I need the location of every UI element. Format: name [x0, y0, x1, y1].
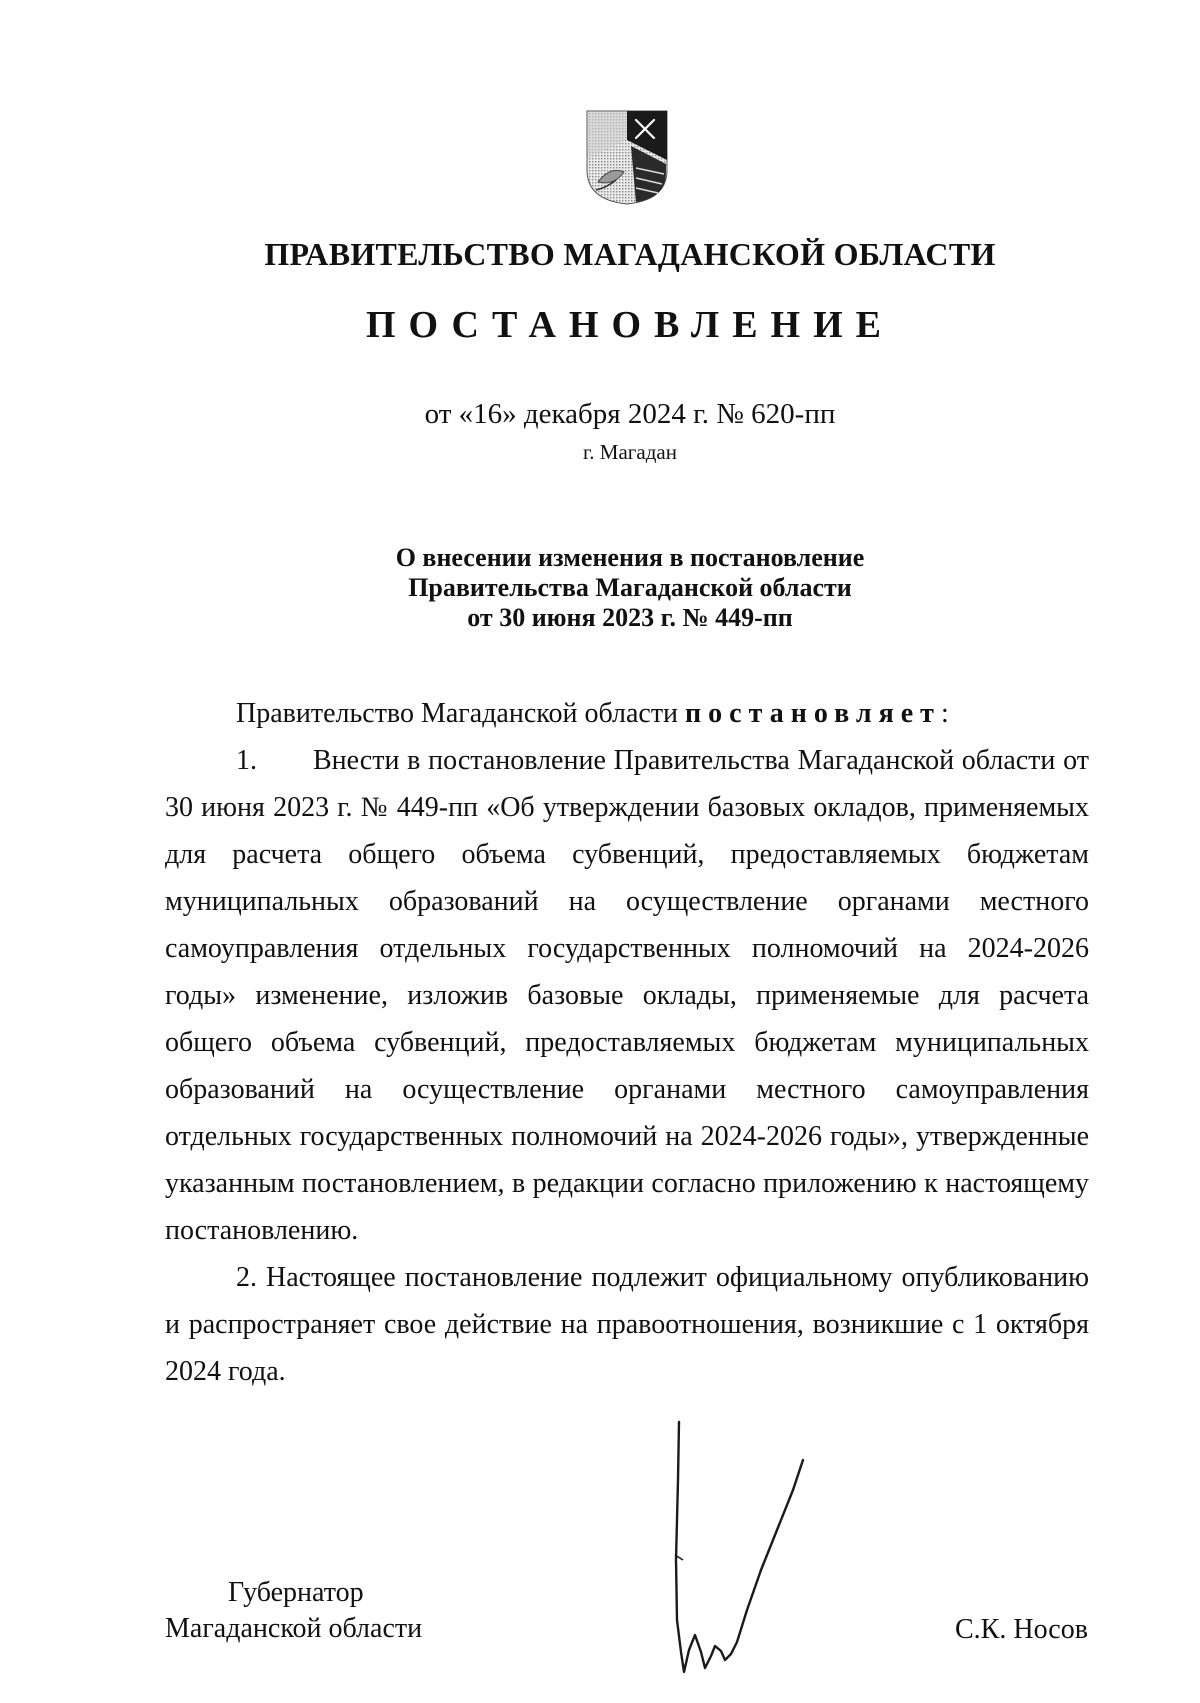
clause-1-text: Внести в постановление Правительства Магаданской области от 30 июня 2023 г. № 449-пп «Об утверждении базовых окладов, применяемых для расчета общего объема субвенций, предоставляемых бюджетам муниципальных образований на осуществление органами местного самоуправления отдельных государственных полномочий на 2024-2026 годы» изменение, изложив базовые оклады, применяемые для расчета общего объема субвенций, предоставляемых бюджетам муниципальных образований на осуществление органами местного самоуправления отдельных государственных полномочий на 2024-2026 годы», утвержденные указанным постановлением, в редакции согласно приложению к настоящему постановлению.	[165, 745, 1089, 1246]
intro-colon: :	[940, 698, 949, 729]
position-line-1: Губернатор	[228, 1577, 364, 1608]
document-subject	[0, 543, 1200, 633]
clause-1-number: 1.	[236, 745, 257, 776]
subject-line-1: О внесении изменения в постановление	[395, 543, 865, 572]
document-date-number: от «16» декабря 2024 г. № 620-пп	[424, 398, 836, 430]
document-city: г. Магадан	[583, 440, 677, 464]
document-type-title: ПОСТАНОВЛЕНИЕ	[365, 304, 895, 346]
clause-2: 2. Настоящее постановление подлежит официальному опубликованию и распространяет свое действие на правоотношения, возникшие с 1 октября 2024 года.	[165, 1262, 1089, 1387]
position-line-2: Магаданской области	[165, 1613, 423, 1644]
document-body	[165, 690, 1089, 1395]
resolves-keyword: постановляет	[685, 698, 941, 729]
subject-line-3: от 30 июня 2023 г. № 449-пп	[467, 603, 793, 632]
signatory-position	[165, 1575, 422, 1647]
resolution-intro	[165, 690, 1089, 737]
signatory-name: С.К. Носов	[955, 1614, 1088, 1645]
government-title: ПРАВИТЕЛЬСТВО МАГАДАНСКОЙ ОБЛАСТИ	[264, 236, 996, 272]
handwritten-signature	[665, 1420, 840, 1675]
intro-text: Правительство Магаданской области	[236, 698, 686, 729]
clause-1	[165, 737, 1089, 1254]
subject-line-2: Правительства Магаданской области	[408, 573, 852, 602]
coat-of-arms-icon	[586, 110, 668, 205]
